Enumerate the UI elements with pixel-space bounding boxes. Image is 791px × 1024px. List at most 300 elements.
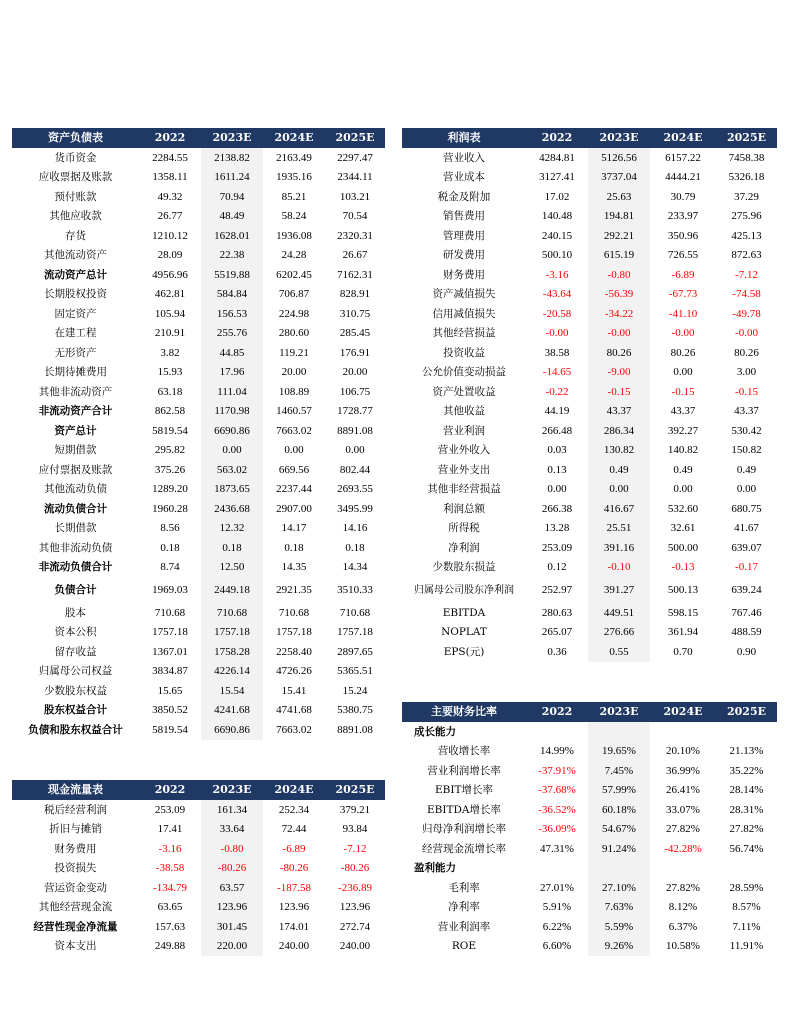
table-row xyxy=(402,937,777,957)
value-cell: 639.24 xyxy=(731,584,762,596)
value-cell: 49.32 xyxy=(157,190,183,203)
value-cell: 7458.38 xyxy=(728,151,765,164)
row-label: 销售费用 xyxy=(443,210,485,223)
value-cell: 240.15 xyxy=(541,229,573,242)
table-row xyxy=(402,343,777,363)
value-cell: 12.32 xyxy=(201,519,263,539)
value-cell: 5380.75 xyxy=(337,704,373,717)
value-cell: 58.24 xyxy=(281,210,307,223)
table-row xyxy=(12,538,385,558)
empty-cell xyxy=(588,859,650,879)
value-cell: -0.17 xyxy=(735,561,758,574)
value-cell: 266.38 xyxy=(541,502,573,515)
value-cell: -56.39 xyxy=(588,285,650,305)
value-cell: 425.13 xyxy=(731,229,762,242)
row-label: 长期借款 xyxy=(54,522,97,535)
table-row xyxy=(12,324,385,344)
value-cell: 85.21 xyxy=(281,190,307,203)
row-label: 非流动资产合计 xyxy=(38,405,113,418)
row-label: 长期待摊费用 xyxy=(44,366,107,379)
row-label: 资本公积 xyxy=(54,626,97,639)
value-cell: 2237.44 xyxy=(276,483,312,496)
column-header: 2022 xyxy=(526,702,588,722)
value-cell: 35.22% xyxy=(729,764,764,777)
value-cell: 449.51 xyxy=(588,603,650,623)
value-cell: 7.45% xyxy=(588,761,650,781)
value-cell: 9.26% xyxy=(588,937,650,957)
row-label: 营业利润 xyxy=(443,424,485,437)
table-row xyxy=(402,917,777,937)
table-title: 现金流量表 xyxy=(12,780,139,800)
value-cell: -0.00 xyxy=(545,327,569,340)
value-cell: -43.64 xyxy=(542,288,572,301)
table-header xyxy=(12,128,385,148)
table-row xyxy=(402,642,777,662)
value-cell: 1757.18 xyxy=(276,626,312,639)
row-label: 存货 xyxy=(65,229,86,242)
table-row xyxy=(12,246,385,266)
value-cell: 43.37 xyxy=(734,405,759,418)
row-label: 利润总额 xyxy=(443,502,485,515)
value-cell: 706.87 xyxy=(278,288,310,301)
row-label: 毛利率 xyxy=(448,881,480,894)
value-cell: 11.91% xyxy=(729,940,764,953)
table-row xyxy=(402,519,777,539)
value-cell: 584.84 xyxy=(201,285,263,305)
table-row xyxy=(402,742,777,762)
value-cell: 500.13 xyxy=(667,584,699,596)
value-cell: -74.58 xyxy=(732,288,761,301)
value-cell: 1460.57 xyxy=(276,405,312,418)
row-label: 其他非流动资产 xyxy=(38,385,113,398)
value-cell: -42.28% xyxy=(664,842,702,855)
table-row xyxy=(12,207,385,227)
value-cell: 5326.18 xyxy=(728,171,765,184)
table-row xyxy=(402,460,777,480)
value-cell: 1758.28 xyxy=(201,642,263,662)
row-label: 税后经营利润 xyxy=(44,803,107,816)
value-cell: 15.24 xyxy=(342,684,368,697)
row-label: 固定资产 xyxy=(54,307,97,320)
row-label: EPS(元) xyxy=(443,645,485,658)
table-row xyxy=(402,304,777,324)
table-row xyxy=(12,917,385,937)
row-label: 经营性现金净流量 xyxy=(33,920,118,933)
value-cell: 7.11% xyxy=(732,920,761,933)
table-row xyxy=(402,363,777,383)
value-cell: 767.46 xyxy=(731,606,762,619)
value-cell: 710.68 xyxy=(154,606,186,619)
table-row xyxy=(12,800,385,820)
row-label: 归属母公司权益 xyxy=(38,665,113,678)
value-cell: 301.45 xyxy=(201,917,263,937)
row-label: 少数股东损益 xyxy=(432,561,496,574)
value-cell: 38.58 xyxy=(544,346,570,359)
row-label: 无形资产 xyxy=(54,346,97,359)
value-cell: 105.94 xyxy=(154,307,186,320)
value-cell: 123.96 xyxy=(201,898,263,918)
value-cell: -34.22 xyxy=(588,304,650,324)
value-cell: 416.67 xyxy=(588,499,650,519)
value-cell: 7.63% xyxy=(588,898,650,918)
value-cell: -7.12 xyxy=(343,842,367,855)
value-cell: 33.07% xyxy=(666,803,700,816)
row-label: 所得税 xyxy=(448,522,480,535)
row-label: 投资收益 xyxy=(443,346,485,359)
column-header: 2024E xyxy=(263,128,325,148)
value-cell: 280.63 xyxy=(541,606,573,619)
row-label: 折旧与摊销 xyxy=(49,823,102,836)
row-label: 非流动负债合计 xyxy=(38,561,113,574)
value-cell: -6.89 xyxy=(282,842,306,855)
section-label: 盈利能力 xyxy=(414,862,456,875)
row-label: 股东权益合计 xyxy=(44,704,107,717)
value-cell: 7663.02 xyxy=(276,424,312,437)
value-cell: 3127.41 xyxy=(539,171,575,184)
value-cell: 14.35 xyxy=(281,561,307,574)
column-header: 2023E xyxy=(588,702,650,722)
table-row xyxy=(402,761,777,781)
value-cell: 265.07 xyxy=(541,626,573,639)
value-cell: 680.75 xyxy=(731,502,762,515)
value-cell: 8.12% xyxy=(668,901,698,914)
value-cell: 47.31% xyxy=(540,842,574,855)
value-cell: 0.13 xyxy=(547,463,567,476)
table-row xyxy=(402,285,777,305)
value-cell: 2693.55 xyxy=(337,483,373,496)
value-cell: 1289.20 xyxy=(152,483,188,496)
value-cell: 488.59 xyxy=(731,626,762,639)
row-label: 资产减值损失 xyxy=(432,288,496,301)
value-cell: 15.65 xyxy=(157,684,183,697)
value-cell: 6202.45 xyxy=(276,268,312,281)
row-label: 营运资金变动 xyxy=(44,881,107,894)
value-cell: 7162.31 xyxy=(337,268,373,281)
value-cell: 0.55 xyxy=(588,642,650,662)
value-cell: 1367.01 xyxy=(152,645,188,658)
row-label: ROE xyxy=(451,940,477,953)
value-cell: 26.41% xyxy=(666,784,700,797)
value-cell: 1757.18 xyxy=(152,626,188,639)
value-cell: 0.49 xyxy=(673,463,693,476)
value-cell: 20.00 xyxy=(281,366,307,379)
empty-cell xyxy=(526,722,588,742)
value-cell: -0.15 xyxy=(588,382,650,402)
table-row xyxy=(402,820,777,840)
table-row xyxy=(12,343,385,363)
value-cell: 295.82 xyxy=(154,444,186,457)
value-cell: 33.64 xyxy=(201,820,263,840)
row-label: 其他非流动负债 xyxy=(38,541,113,554)
row-label: 在建工程 xyxy=(54,327,97,340)
value-cell: 3737.04 xyxy=(588,168,650,188)
table-row xyxy=(402,265,777,285)
value-cell: 0.18 xyxy=(201,538,263,558)
value-cell: 26.67 xyxy=(342,249,368,262)
row-label: 财务费用 xyxy=(443,268,485,281)
value-cell: 7663.02 xyxy=(276,723,312,736)
table-row xyxy=(402,577,777,603)
value-cell: 1936.08 xyxy=(276,229,312,242)
value-cell: 710.68 xyxy=(201,603,263,623)
table-row xyxy=(12,720,385,740)
table-row xyxy=(402,168,777,188)
value-cell: 28.31% xyxy=(729,803,764,816)
value-cell: 224.98 xyxy=(278,307,310,320)
value-cell: -36.09% xyxy=(538,823,576,836)
table-row xyxy=(12,642,385,662)
value-cell: 15.54 xyxy=(201,681,263,701)
value-cell: 28.14% xyxy=(729,784,764,797)
row-label: 短期借款 xyxy=(54,444,97,457)
row-label: 其他应收款 xyxy=(49,210,102,223)
row-label: 公允价值变动损益 xyxy=(422,366,506,379)
table-row xyxy=(12,681,385,701)
value-cell: 106.75 xyxy=(339,385,371,398)
table-row xyxy=(12,820,385,840)
value-cell: 4956.96 xyxy=(152,268,188,281)
value-cell: 0.49 xyxy=(736,463,757,476)
value-cell: 0.00 xyxy=(588,480,650,500)
income-statement-table xyxy=(402,128,777,662)
value-cell: 26.77 xyxy=(157,210,183,223)
value-cell: 72.44 xyxy=(281,823,307,836)
table-row xyxy=(402,246,777,266)
value-cell: 5.59% xyxy=(588,917,650,937)
value-cell: 5.91% xyxy=(542,901,572,914)
value-cell: 1611.24 xyxy=(201,168,263,188)
value-cell: 30.79 xyxy=(670,190,696,203)
value-cell: 0.00 xyxy=(736,483,757,496)
row-label: 营业外支出 xyxy=(437,463,491,476)
value-cell: 93.84 xyxy=(342,823,368,836)
table-row xyxy=(12,421,385,441)
table-row xyxy=(12,898,385,918)
table-row xyxy=(12,859,385,879)
value-cell: 350.96 xyxy=(667,229,699,242)
value-cell: 14.34 xyxy=(342,561,368,574)
value-cell: 1757.18 xyxy=(337,626,373,639)
value-cell: 5819.54 xyxy=(152,723,188,736)
row-label: 资产处置收益 xyxy=(432,385,496,398)
value-cell: 1210.12 xyxy=(152,229,188,242)
value-cell: 25.51 xyxy=(588,519,650,539)
value-cell: 4741.68 xyxy=(276,704,312,717)
row-label: 负债和股东权益合计 xyxy=(28,723,123,736)
value-cell: 0.70 xyxy=(673,645,693,658)
value-cell: 43.37 xyxy=(588,402,650,422)
value-cell: 0.00 xyxy=(673,483,693,496)
value-cell: 14.16 xyxy=(342,522,368,535)
value-cell: 3.00 xyxy=(736,366,757,379)
value-cell: 391.27 xyxy=(588,577,650,603)
row-label: 管理费用 xyxy=(443,229,485,242)
value-cell: 598.15 xyxy=(667,606,699,619)
value-cell: 80.26 xyxy=(734,346,759,359)
table-row xyxy=(12,285,385,305)
row-label: 资本支出 xyxy=(54,940,97,953)
value-cell: 2163.49 xyxy=(276,151,312,164)
value-cell: 240.00 xyxy=(278,940,310,953)
value-cell: 27.10% xyxy=(588,878,650,898)
value-cell: -187.58 xyxy=(277,881,311,894)
value-cell: 2297.47 xyxy=(337,151,373,164)
value-cell: 15.41 xyxy=(281,684,307,697)
balance-sheet-table xyxy=(12,128,385,740)
value-cell: 275.96 xyxy=(731,210,762,223)
row-label: 信用减值损失 xyxy=(432,307,496,320)
column-header: 2023E xyxy=(588,128,650,148)
row-label: 净利润 xyxy=(448,541,480,554)
value-cell: 8.56 xyxy=(160,522,180,535)
value-cell: 4241.68 xyxy=(201,701,263,721)
table-row xyxy=(402,558,777,578)
value-cell: 194.81 xyxy=(588,207,650,227)
value-cell: 44.19 xyxy=(544,405,570,418)
value-cell: 140.48 xyxy=(541,210,573,223)
value-cell: -0.80 xyxy=(588,265,650,285)
table-title: 主要财务比率 xyxy=(402,702,526,722)
column-header: 2025E xyxy=(325,780,385,800)
row-label: 负债合计 xyxy=(54,584,97,596)
value-cell: 532.60 xyxy=(667,502,699,515)
value-cell: 3834.87 xyxy=(152,665,188,678)
row-label: 其他收益 xyxy=(443,405,485,418)
value-cell: -80.26 xyxy=(279,862,309,875)
row-label: 预付账款 xyxy=(54,190,97,203)
value-cell: 56.74% xyxy=(729,842,764,855)
value-cell: 1728.77 xyxy=(337,405,373,418)
empty-cell xyxy=(716,722,777,742)
row-label: 货币资金 xyxy=(54,151,97,164)
empty-cell xyxy=(716,859,777,879)
table-row xyxy=(12,878,385,898)
value-cell: 57.99% xyxy=(588,781,650,801)
value-cell: 252.97 xyxy=(541,584,573,596)
value-cell: 1960.28 xyxy=(152,502,188,515)
value-cell: 123.96 xyxy=(339,901,371,914)
value-cell: 2907.00 xyxy=(276,502,312,515)
value-cell: 285.45 xyxy=(339,327,371,340)
column-header: 2022 xyxy=(139,780,201,800)
value-cell: 6.22% xyxy=(542,920,572,933)
table-row xyxy=(12,168,385,188)
cash-flow-table xyxy=(12,780,385,956)
value-cell: 0.18 xyxy=(345,541,365,554)
value-cell: 0.18 xyxy=(160,541,180,554)
value-cell: 8.57% xyxy=(732,901,761,914)
value-cell: 140.82 xyxy=(667,444,699,457)
value-cell: 4226.14 xyxy=(201,662,263,682)
table-row xyxy=(402,781,777,801)
value-cell: 6690.86 xyxy=(201,421,263,441)
value-cell: 2344.11 xyxy=(337,171,373,184)
row-label: 资产总计 xyxy=(54,424,97,437)
value-cell: 0.36 xyxy=(547,645,567,658)
value-cell: 14.99% xyxy=(540,745,574,758)
column-header: 2023E xyxy=(201,128,263,148)
value-cell: 310.75 xyxy=(339,307,371,320)
table-row xyxy=(12,662,385,682)
value-cell: -80.26 xyxy=(201,859,263,879)
table-row xyxy=(402,226,777,246)
table-row xyxy=(402,499,777,519)
row-label: 其他经营损益 xyxy=(432,327,496,340)
value-cell: 0.00 xyxy=(547,483,567,496)
row-label: 应付票据及账款 xyxy=(38,463,113,476)
value-cell: 253.09 xyxy=(154,803,186,816)
table-row xyxy=(12,441,385,461)
value-cell: 0.00 xyxy=(284,444,304,457)
value-cell: 150.82 xyxy=(731,444,762,457)
table-row xyxy=(402,148,777,168)
section-row xyxy=(402,859,777,879)
value-cell: 530.42 xyxy=(731,424,762,437)
value-cell: 32.61 xyxy=(670,522,696,535)
value-cell: 220.00 xyxy=(201,937,263,957)
value-cell: 375.26 xyxy=(154,463,186,476)
value-cell: 10.58% xyxy=(666,940,700,953)
table-header xyxy=(402,128,777,148)
value-cell: 123.96 xyxy=(278,901,310,914)
value-cell: 2320.31 xyxy=(337,229,373,242)
value-cell: -0.15 xyxy=(671,385,695,398)
empty-cell xyxy=(650,722,716,742)
value-cell: 22.38 xyxy=(201,246,263,266)
row-label: 少数股东权益 xyxy=(44,684,107,697)
value-cell: -0.00 xyxy=(588,324,650,344)
value-cell: 5126.56 xyxy=(588,148,650,168)
table-row xyxy=(12,382,385,402)
row-label: EBITDA增长率 xyxy=(426,803,502,816)
row-label: 股本 xyxy=(65,606,86,619)
value-cell: 17.96 xyxy=(201,363,263,383)
value-cell: 28.09 xyxy=(157,249,183,262)
row-label: EBIT增长率 xyxy=(434,784,494,797)
value-cell: -0.10 xyxy=(588,558,650,578)
value-cell: 12.50 xyxy=(201,558,263,578)
value-cell: 4284.81 xyxy=(539,151,575,164)
value-cell: 24.28 xyxy=(281,249,307,262)
value-cell: 44.85 xyxy=(201,343,263,363)
value-cell: 0.90 xyxy=(736,645,757,658)
table-row xyxy=(402,839,777,859)
table-row xyxy=(12,839,385,859)
value-cell: 27.82% xyxy=(666,881,700,894)
table-row xyxy=(12,623,385,643)
value-cell: 43.37 xyxy=(670,405,696,418)
value-cell: 710.68 xyxy=(339,606,371,619)
table-row xyxy=(402,402,777,422)
value-cell: 161.34 xyxy=(201,800,263,820)
value-cell: 80.26 xyxy=(588,343,650,363)
value-cell: 1935.16 xyxy=(276,171,312,184)
value-cell: 0.00 xyxy=(673,366,693,379)
value-cell: -80.26 xyxy=(340,862,370,875)
value-cell: 1170.98 xyxy=(201,402,263,422)
value-cell: 41.67 xyxy=(734,522,759,535)
row-label: 长期股权投资 xyxy=(44,288,107,301)
table-row xyxy=(12,304,385,324)
value-cell: 6.37% xyxy=(668,920,698,933)
table-row xyxy=(12,402,385,422)
value-cell: 3495.99 xyxy=(337,502,373,515)
column-header: 2022 xyxy=(139,128,201,148)
row-label: 留存收益 xyxy=(54,645,97,658)
empty-cell xyxy=(650,859,716,879)
value-cell: 2921.35 xyxy=(276,584,312,596)
row-label: 净利率 xyxy=(448,901,480,914)
